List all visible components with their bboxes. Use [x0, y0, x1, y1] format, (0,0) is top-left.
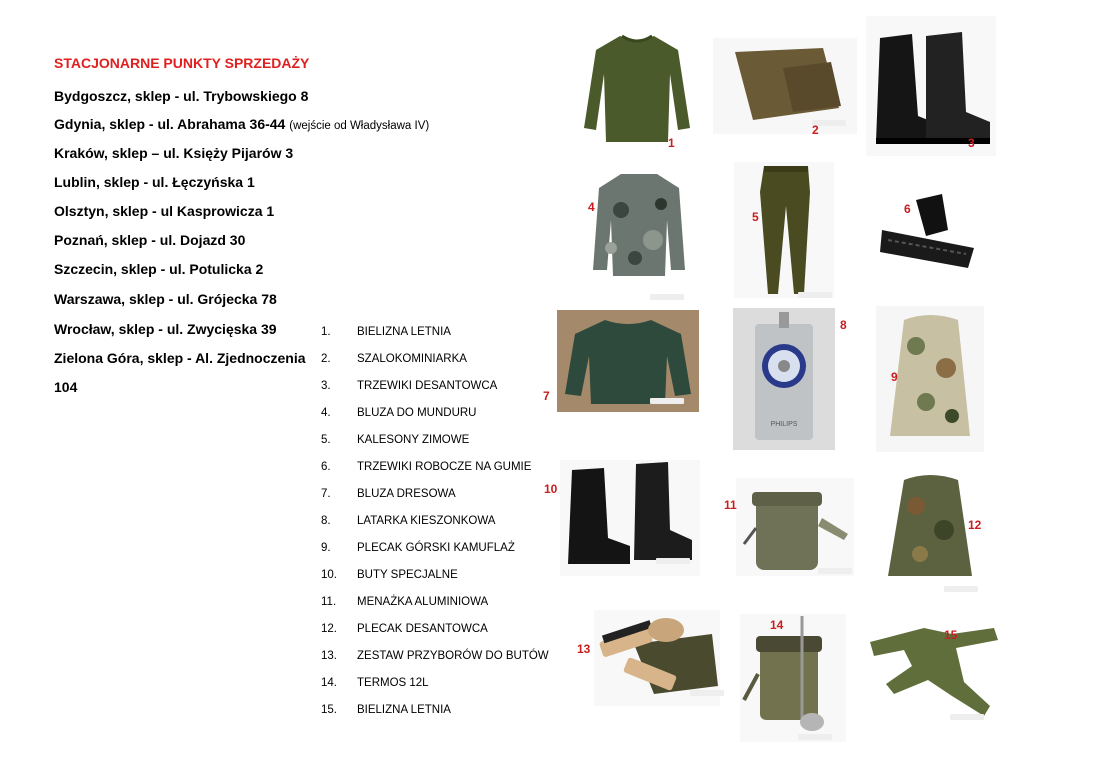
photo-badge: 5	[752, 210, 759, 224]
store-gdynia: Gdynia, sklep - ul. Abrahama 36-44 (wejście od Władysława IV)	[54, 116, 430, 132]
list-item: 15. BIELIZNA LETNIA	[321, 704, 451, 716]
watermark	[650, 294, 684, 300]
photo-uniform-jacket	[591, 170, 687, 280]
store-note: (wejście od Władysława IV)	[289, 120, 430, 132]
photo-sweatshirt	[557, 310, 699, 412]
list-item: 12. PLECAK DESANTOWCA	[321, 623, 488, 635]
photo-badge: 1	[668, 136, 675, 150]
list-item: 11. MENAŻKA ALUMINIOWA	[321, 596, 489, 608]
photo-badge: 10	[544, 482, 558, 496]
list-item: 6. TRZEWIKI ROBOCZE NA GUMIE	[321, 461, 532, 473]
photo-badge: 9	[891, 370, 898, 384]
watermark	[690, 690, 724, 696]
watermark	[656, 558, 690, 564]
list-item: 2. SZALOKOMINIARKA	[321, 353, 467, 365]
photo-badge: 13	[577, 642, 591, 656]
photo-badge: 7	[543, 389, 550, 403]
flashlight-brand: PHILIPS	[770, 421, 798, 428]
photo-badge: 6	[904, 202, 911, 216]
photo-badge: 8	[840, 318, 847, 332]
watermark	[818, 568, 852, 574]
photo-winter-long-johns	[734, 162, 834, 298]
photo-badge: 3	[968, 136, 975, 150]
list-item: 14. TERMOS 12L	[321, 677, 429, 689]
store-poznan: Poznań, sklep - ul. Dojazd 30	[54, 232, 246, 248]
store-lublin: Lublin, sklep - ul. Łęczyńska 1	[54, 174, 255, 190]
store-warszawa: Warszawa, sklep - ul. Grójecka 78	[54, 291, 277, 307]
list-item: 1. BIELIZNA LETNIA	[321, 326, 451, 338]
watermark	[950, 714, 984, 720]
store-szczecin: Szczecin, sklep - ul. Potulicka 2	[54, 261, 264, 277]
photo-badge: 14	[770, 618, 784, 632]
photo-airborne-boots	[866, 16, 996, 156]
list-item: 5. KALESONY ZIMOWE	[321, 434, 470, 446]
list-item: 7. BLUZA DRESOWA	[321, 488, 456, 500]
photo-badge: 4	[588, 200, 595, 214]
store-bydgoszcz: Bydgoszcz, sklep - ul. Trybowskiego 8	[54, 88, 309, 104]
watermark	[944, 586, 978, 592]
photo-badge: 2	[812, 123, 819, 137]
photo-pocket-flashlight	[733, 308, 835, 450]
photo-rubber-work-shoes	[878, 190, 982, 272]
list-item: 9. PLECAK GÓRSKI KAMUFLAŻ	[321, 542, 515, 554]
watermark	[798, 734, 832, 740]
watermark	[650, 398, 684, 404]
list-item: 8. LATARKA KIESZONKOWA	[321, 515, 496, 527]
photo-summer-undershirt	[582, 30, 692, 148]
photo-badge: 15	[944, 628, 958, 642]
photo-badge: 11	[724, 498, 737, 512]
photo-paratrooper-backpack	[880, 472, 980, 586]
watermark	[798, 292, 832, 298]
store-zielona-gora-cont: 104	[54, 379, 78, 395]
photo-badge: 12	[968, 518, 982, 532]
section-title: STACJONARNE PUNKTY SPRZEDAŻY	[54, 55, 310, 71]
list-item: 13. ZESTAW PRZYBORÓW DO BUTÓW	[321, 650, 549, 662]
store-olsztyn: Olsztyn, sklep - ul Kasprowicza 1	[54, 203, 275, 219]
list-item: 4. BLUZA DO MUNDURU	[321, 407, 477, 419]
list-item: 3. TRZEWIKI DESANTOWCA	[321, 380, 498, 392]
list-item: 10. BUTY SPECJALNE	[321, 569, 458, 581]
store-krakow: Kraków, sklep – ul. Księży Pijarów 3	[54, 145, 294, 161]
store-zielona-gora: Zielona Góra, sklep - Al. Zjednoczenia	[54, 350, 306, 366]
photo-summer-underwear-coverall	[864, 620, 1000, 720]
photo-aluminium-mess-kit	[736, 478, 854, 576]
photo-thermos-12l	[740, 614, 846, 742]
store-wroclaw: Wrocław, sklep - ul. Zwycięska 39	[54, 321, 277, 337]
